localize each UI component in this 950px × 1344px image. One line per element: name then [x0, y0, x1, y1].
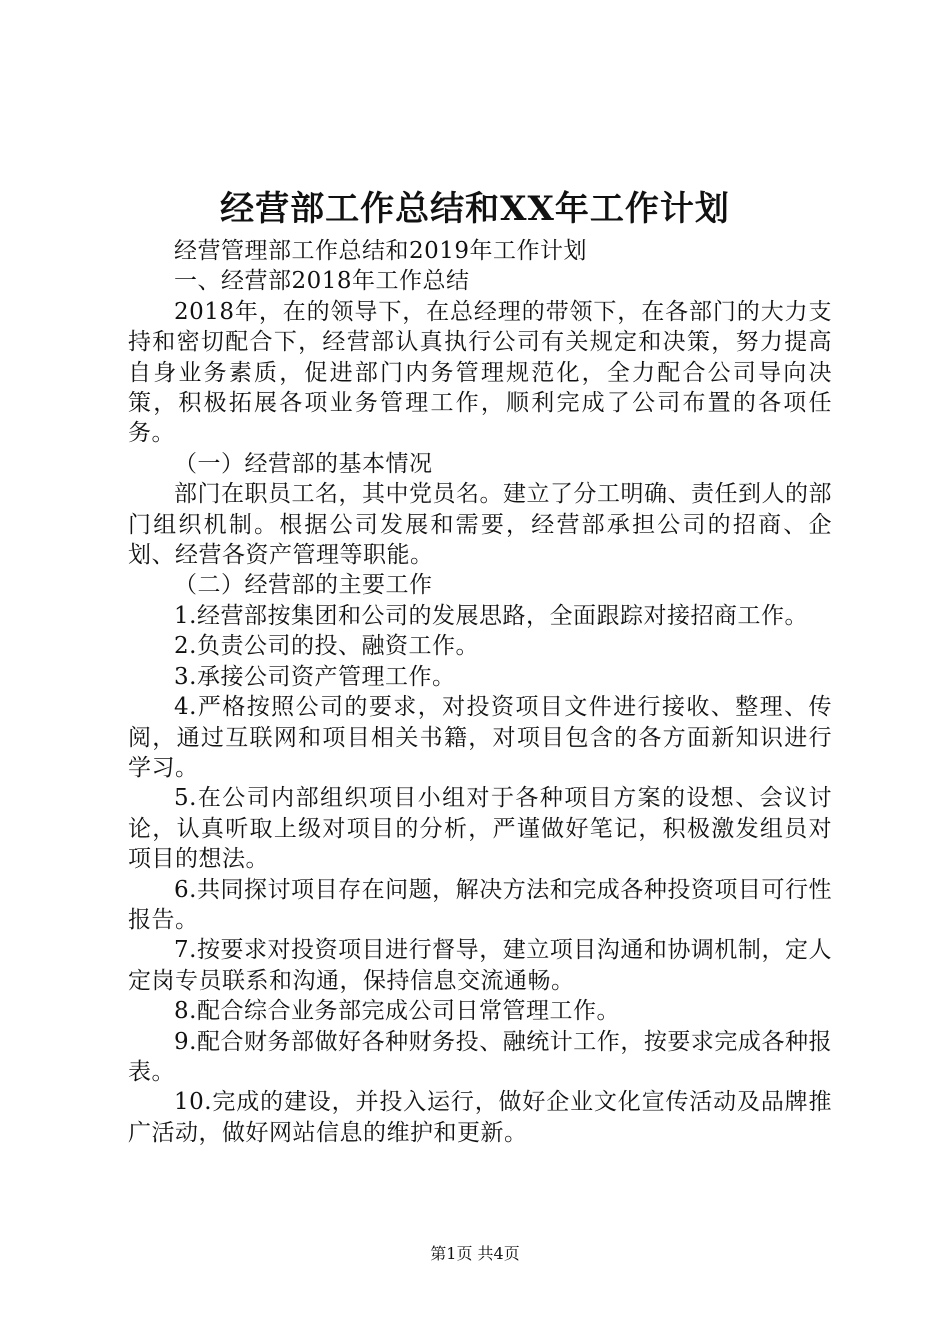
document-body	[128, 236, 832, 1148]
paragraph: 6.共同探讨项目存在问题，解决方法和完成各种投资项目可行性报告。	[128, 876, 832, 933]
paragraph: （二）经营部的主要工作	[174, 572, 433, 599]
paragraph: 8.配合综合业务部完成公司日常管理工作。	[174, 998, 620, 1025]
paragraph: 7.按要求对投资项目进行督导，建立项目沟通和协调机制，定人定岗专员联系和沟通，保持信息交流通畅。	[128, 937, 832, 994]
paragraph: （一）经营部的基本情况	[174, 450, 433, 477]
paragraph: 3.承接公司资产管理工作。	[174, 663, 456, 690]
paragraph: 4.严格按照公司的要求，对投资项目文件进行接收、整理、传阅，通过互联网和项目相关书籍，对项目包含的各方面新知识进行学习。	[128, 694, 832, 781]
paragraph: 9.配合财务部做好各种财务投、融统计工作，按要求完成各种报表。	[128, 1028, 832, 1085]
paragraph: 部门在职员工名，其中党员名。建立了分工明确、责任到人的部门组织机制。根据公司发展和需要，经营部承担公司的招商、企划、经营各资产管理等职能。	[128, 481, 832, 569]
document-title: 经营部工作总结和XX年工作计划	[220, 189, 730, 229]
paragraph: 10.完成的建设，并投入运行，做好企业文化宣传活动及品牌推广活动，做好网站信息的维护和更新。	[128, 1089, 832, 1146]
paragraph: 1.经营部按集团和公司的发展思路，全面跟踪对接招商工作。	[174, 602, 808, 629]
paragraph: 经营管理部工作总结和2019年工作计划	[174, 238, 588, 264]
paragraph: 5.在公司内部组织项目小组对于各种项目方案的设想、会议讨论，认真听取上级对项目的分析，严谨做好笔记，积极激发组员对项目的想法。	[128, 785, 832, 873]
page-footer: 第1页 共4页	[430, 1244, 520, 1263]
paragraph: 2018年，在的领导下，在总经理的带领下，在各部门的大力支持和密切配合下，经营部认真执行公司有关规定和决策，努力提高自身业务素质，促进部门内务管理规范化，全力配合公司导向决策，积极拓展各项业务管理工作，顺利完成了公司布置的各项任务。	[128, 298, 832, 447]
paragraph: 一、经营部2018年工作总结	[174, 268, 470, 295]
paragraph: 2.负责公司的投、融资工作。	[174, 633, 479, 660]
